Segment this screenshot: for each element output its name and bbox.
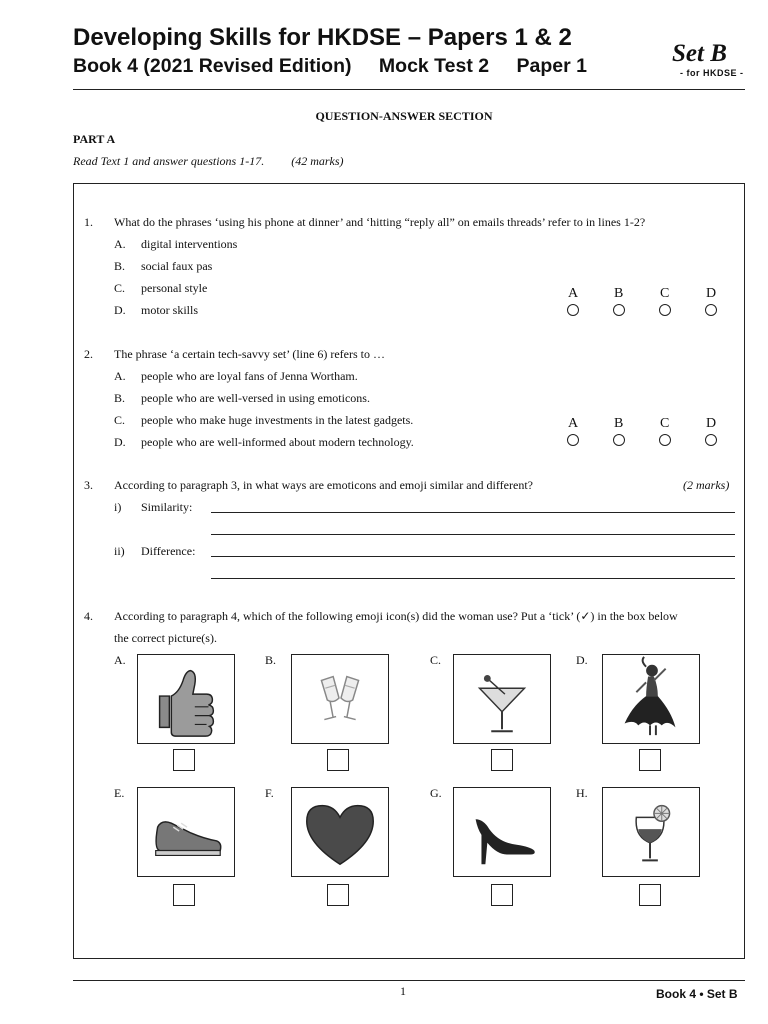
q1-radio-b[interactable] bbox=[613, 304, 625, 316]
footer-book-set: Book 4 • Set B bbox=[656, 987, 738, 1001]
q2-option-a-letter: A. bbox=[114, 369, 126, 383]
set-label: Set B bbox=[672, 40, 727, 67]
instruction-text: Read Text 1 and answer questions 1-17. bbox=[73, 154, 265, 168]
q4-number: 4. bbox=[84, 609, 93, 623]
document-subtitle bbox=[73, 55, 609, 78]
q4-pic-g bbox=[453, 787, 551, 877]
q1-text: What do the phrases ‘using his phone at dinner’ and ‘hitting “reply all” on emails threads’ refer to in lines 1-2? bbox=[114, 215, 646, 229]
q3-number: 3. bbox=[84, 478, 93, 492]
q2-option-c-letter: C. bbox=[114, 413, 126, 427]
q4-pic-h-letter: H. bbox=[576, 786, 588, 800]
wine-glass-icon bbox=[603, 788, 699, 876]
footer-divider bbox=[73, 980, 745, 981]
q4-pic-e bbox=[137, 787, 235, 877]
instruction-marks: (42 marks) bbox=[291, 154, 344, 168]
document-title: Developing Skills for HKDSE – Papers 1 & 2 bbox=[73, 24, 572, 51]
page-number: 1 bbox=[400, 984, 406, 998]
q4-tick-box-c[interactable] bbox=[491, 749, 513, 771]
q2-number: 2. bbox=[84, 347, 93, 361]
q4-pic-b-letter: B. bbox=[265, 653, 277, 667]
q4-pic-h bbox=[602, 787, 700, 877]
instruction bbox=[73, 154, 344, 169]
q2-option-d: people who are well-informed about modern technology. bbox=[141, 435, 414, 449]
book-label: Book 4 (2021 Revised Edition) bbox=[73, 55, 352, 77]
q1-answer-letter-c: C bbox=[660, 286, 670, 301]
q3-similarity-line-1[interactable] bbox=[211, 512, 735, 513]
flamenco-dancer-icon bbox=[603, 655, 699, 743]
part-heading: PART A bbox=[73, 132, 116, 146]
q4-pic-d-letter: D. bbox=[576, 653, 588, 667]
q1-option-c-letter: C. bbox=[114, 281, 126, 295]
set-sublabel: - for HKDSE - bbox=[680, 68, 744, 78]
q3-i-label: i) bbox=[114, 500, 122, 514]
thumbs-up-icon bbox=[138, 655, 234, 743]
q2-option-c: people who make huge investments in the latest gadgets. bbox=[141, 413, 414, 427]
q3-difference-line-1[interactable] bbox=[211, 556, 735, 557]
q4-pic-c bbox=[453, 654, 551, 744]
q2-radio-b[interactable] bbox=[613, 434, 625, 446]
q1-radio-a[interactable] bbox=[567, 304, 579, 316]
q2-answer-letter-c: C bbox=[660, 416, 670, 431]
q1-answer-letter-b: B bbox=[614, 286, 624, 301]
q3-text: According to paragraph 3, in what ways are emoticons and emoji similar and different? bbox=[114, 478, 533, 492]
q3-marks: (2 marks) bbox=[683, 478, 730, 492]
q1-option-a-letter: A. bbox=[114, 237, 126, 251]
q1-option-d: motor skills bbox=[141, 303, 199, 317]
q2-radio-a[interactable] bbox=[567, 434, 579, 446]
q4-tick-box-e[interactable] bbox=[173, 884, 195, 906]
q3-ii-text: Difference: bbox=[141, 544, 196, 558]
q4-text-line-2: the correct picture(s). bbox=[114, 631, 217, 645]
q4-tick-box-d[interactable] bbox=[639, 749, 661, 771]
q2-radio-c[interactable] bbox=[659, 434, 671, 446]
q4-pic-g-letter: G. bbox=[430, 786, 442, 800]
q2-answer-letter-a: A bbox=[568, 416, 579, 431]
q4-pic-a-letter: A. bbox=[114, 653, 126, 667]
q1-answer-letter-a: A bbox=[568, 286, 579, 301]
section-title: QUESTION-ANSWER SECTION bbox=[315, 109, 493, 123]
q2-option-d-letter: D. bbox=[114, 435, 126, 449]
q4-tick-box-g[interactable] bbox=[491, 884, 513, 906]
q4-pic-a bbox=[137, 654, 235, 744]
cocktail-glass-icon bbox=[454, 655, 550, 743]
q3-ii-label: ii) bbox=[114, 544, 125, 558]
q1-option-d-letter: D. bbox=[114, 303, 126, 317]
high-heel-icon bbox=[454, 788, 550, 876]
q4-tick-box-b[interactable] bbox=[327, 749, 349, 771]
header-divider bbox=[73, 89, 745, 90]
q1-answer-letter-d: D bbox=[706, 286, 717, 301]
q4-pic-d bbox=[602, 654, 700, 744]
q2-option-a: people who are loyal fans of Jenna Wortham. bbox=[141, 369, 358, 383]
q4-pic-f bbox=[291, 787, 389, 877]
q2-option-b-letter: B. bbox=[114, 391, 126, 405]
q4-tick-box-a[interactable] bbox=[173, 749, 195, 771]
q1-radio-d[interactable] bbox=[705, 304, 717, 316]
clinking-glasses-icon bbox=[292, 655, 388, 743]
q1-option-a: digital interventions bbox=[141, 237, 238, 251]
q4-pic-c-letter: C. bbox=[430, 653, 442, 667]
paper-label: Paper 1 bbox=[516, 55, 587, 77]
q2-text: The phrase ‘a certain tech-savvy set’ (line 6) refers to … bbox=[114, 347, 385, 361]
test-label: Mock Test 2 bbox=[378, 55, 490, 77]
q1-option-b: social faux pas bbox=[141, 259, 213, 273]
q4-pic-b bbox=[291, 654, 389, 744]
q4-text-line-1: According to paragraph 4, which of the following emoji icon(s) did the woman use? Put a ‘tick’ (✓) in the box below bbox=[114, 609, 678, 623]
q4-tick-box-h[interactable] bbox=[639, 884, 661, 906]
q2-answer-letter-b: B bbox=[614, 416, 624, 431]
q1-radio-c[interactable] bbox=[659, 304, 671, 316]
q2-answer-letter-d: D bbox=[706, 416, 717, 431]
q4-pic-f-letter: F. bbox=[265, 786, 274, 800]
q2-option-b: people who are well-versed in using emoticons. bbox=[141, 391, 370, 405]
q1-number: 1. bbox=[84, 215, 93, 229]
q3-difference-line-2[interactable] bbox=[211, 578, 735, 579]
q1-option-b-letter: B. bbox=[114, 259, 126, 273]
q3-similarity-line-2[interactable] bbox=[211, 534, 735, 535]
q4-pic-e-letter: E. bbox=[114, 786, 125, 800]
q1-option-c: personal style bbox=[141, 281, 208, 295]
q3-i-text: Similarity: bbox=[141, 500, 193, 514]
q4-tick-box-f[interactable] bbox=[327, 884, 349, 906]
sneaker-icon bbox=[138, 788, 234, 876]
q2-radio-d[interactable] bbox=[705, 434, 717, 446]
heart-icon bbox=[292, 788, 388, 876]
